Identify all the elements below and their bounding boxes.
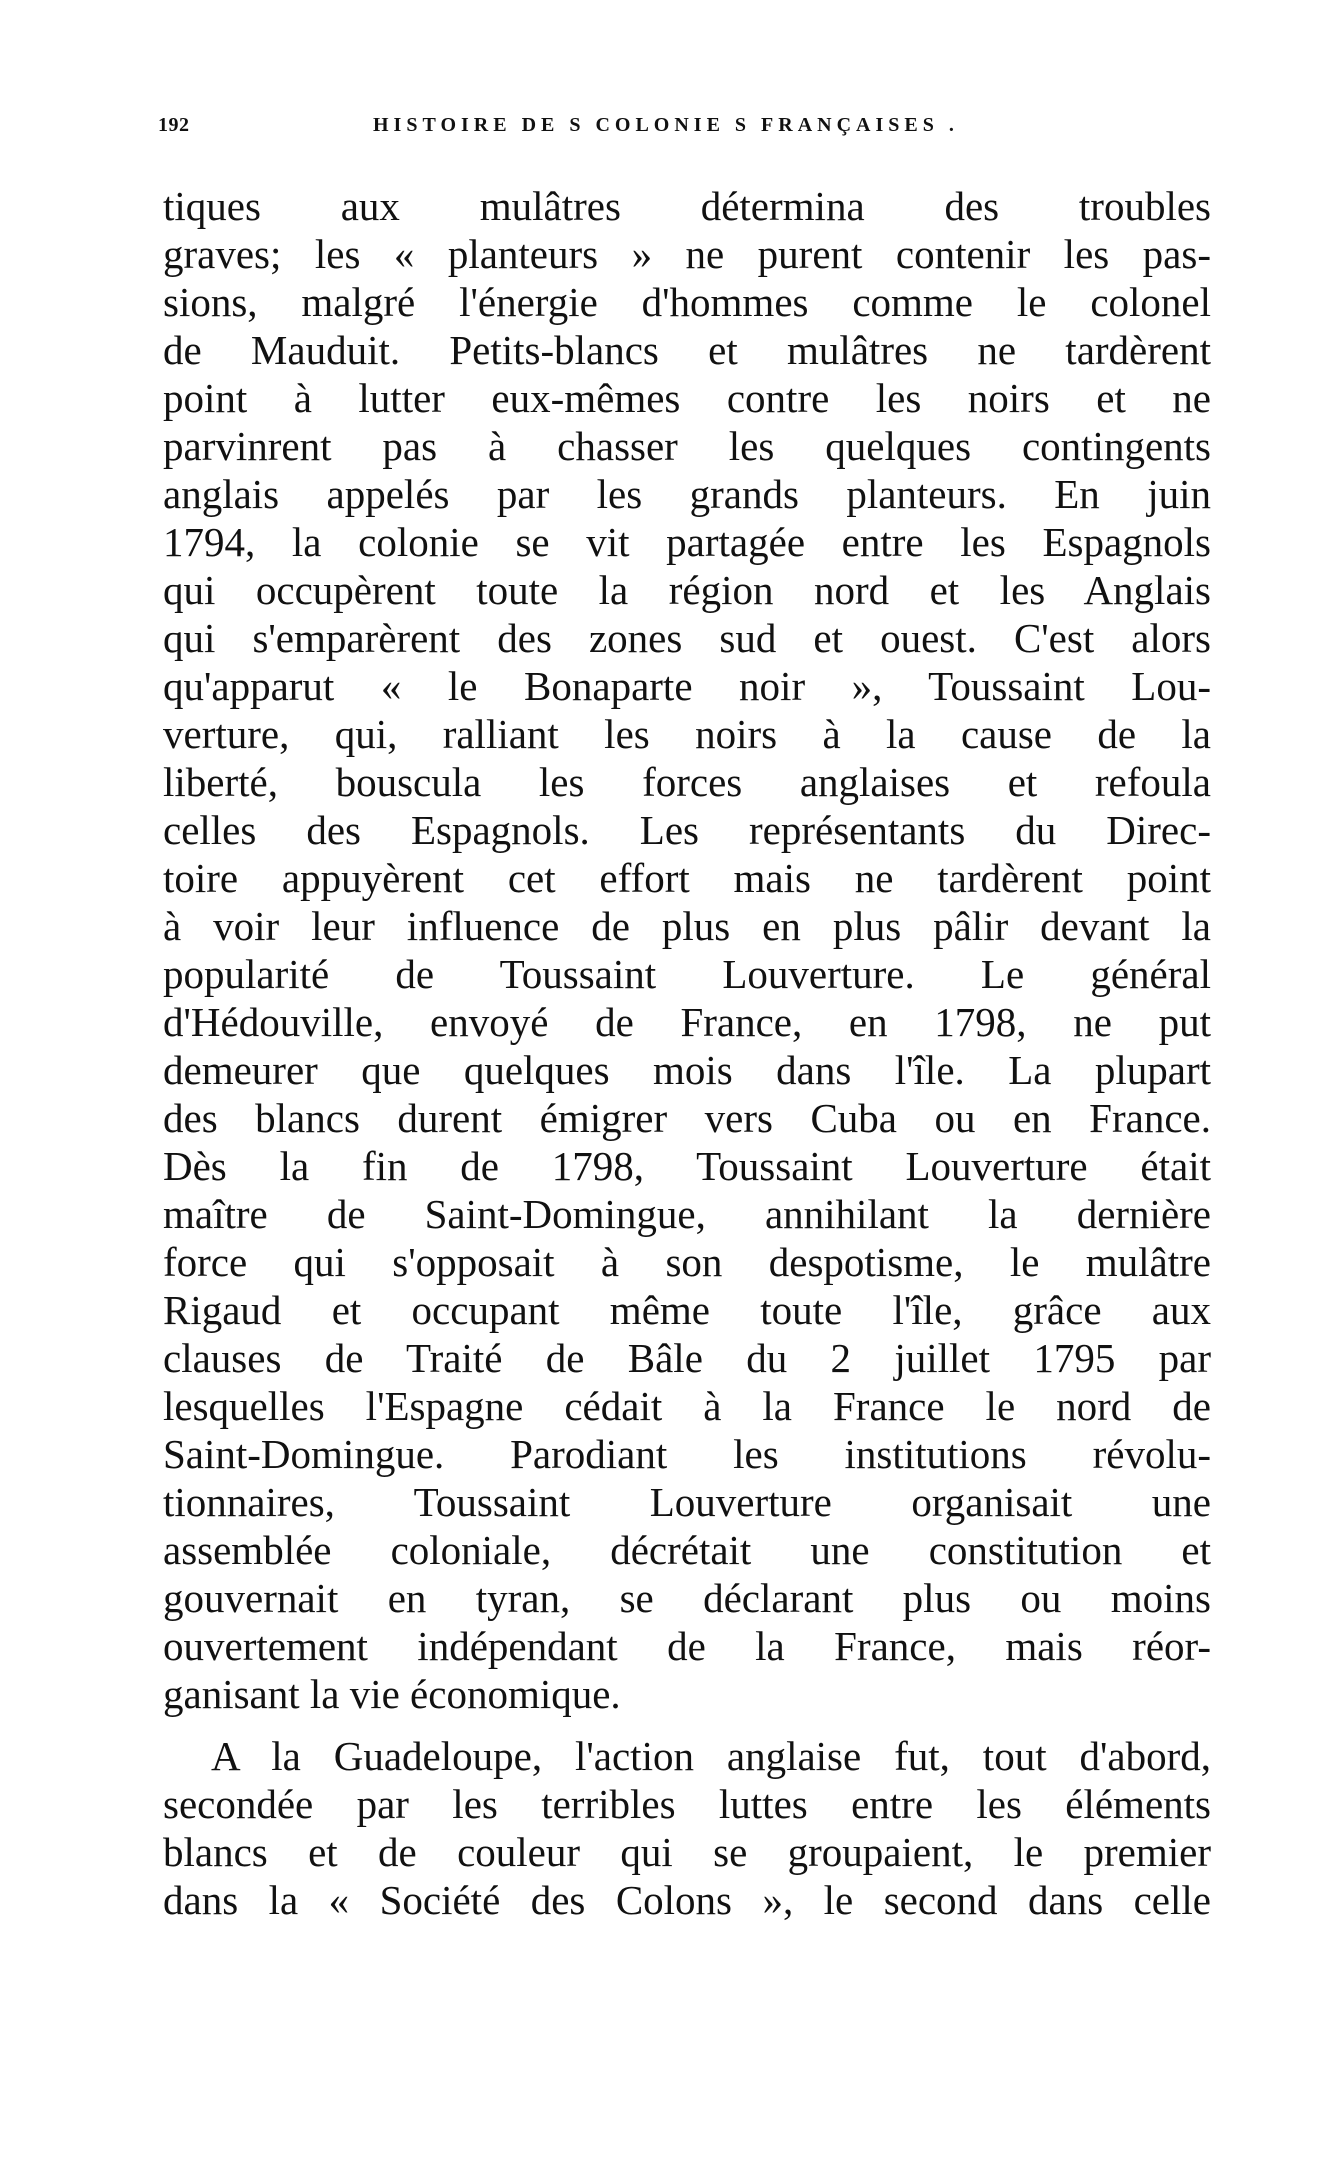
text-line: point à lutter eux-mêmes contre les noirs et ne <box>163 375 1211 421</box>
text-line: assemblée coloniale, décrétait une constitution et <box>163 1527 1211 1573</box>
text-line: secondée par les terribles luttes entre les éléments <box>163 1781 1211 1827</box>
paragraph-1 <box>163 182 1211 1718</box>
text-line: demeurer que quelques mois dans l'île. La plupart <box>163 1047 1211 1093</box>
text-line: d'Hédouville, envoyé de France, en 1798, ne put <box>163 999 1211 1045</box>
paragraph-2 <box>163 1732 1211 1924</box>
page-number: 192 <box>158 114 190 136</box>
text-line: force qui s'opposait à son despotisme, le mulâtre <box>163 1239 1211 1285</box>
text-line: maître de Saint-Domingue, annihilant la dernière <box>163 1191 1211 1237</box>
text-line: ganisant la vie économique. <box>163 1671 621 1717</box>
text-line: de Mauduit. Petits-blancs et mulâtres ne tardèrent <box>163 327 1211 373</box>
text-line: qu'apparut « le Bonaparte noir », Toussaint Lou- <box>163 663 1211 709</box>
text-line: tionnaires, Toussaint Louverture organisait une <box>163 1479 1211 1525</box>
text-line: tiques aux mulâtres détermina des troubles <box>163 183 1211 229</box>
running-header <box>158 114 1208 144</box>
text-line: Rigaud et occupant même toute l'île, grâce aux <box>163 1287 1211 1333</box>
text-line: des blancs durent émigrer vers Cuba ou en France. <box>163 1095 1211 1141</box>
text-line: gouvernait en tyran, se déclarant plus ou moins <box>163 1575 1211 1621</box>
text-line: Saint-Domingue. Parodiant les institutions révolu- <box>163 1431 1211 1477</box>
text-line: lesquelles l'Espagne cédait à la France le nord de <box>163 1383 1211 1429</box>
text-line: dans la « Société des Colons », le second dans celle <box>163 1877 1211 1923</box>
body-text <box>163 182 1211 1924</box>
text-line: verture, qui, ralliant les noirs à la cause de la <box>163 711 1211 757</box>
text-line: toire appuyèrent cet effort mais ne tardèrent point <box>163 855 1211 901</box>
paragraph-gap <box>163 1718 1211 1732</box>
text-line: popularité de Toussaint Louverture. Le général <box>163 951 1211 997</box>
running-title: HISTOIRE DE S COLONIE S FRANÇAISES . <box>373 114 959 136</box>
text-line: graves; les « planteurs » ne purent contenir les pas- <box>163 231 1211 277</box>
text-line: anglais appelés par les grands planteurs. En juin <box>163 471 1211 517</box>
text-line: celles des Espagnols. Les représentants du Direc- <box>163 807 1211 853</box>
text-line: A la Guadeloupe, l'action anglaise fut, tout d'abord, <box>211 1733 1211 1779</box>
text-line: Dès la fin de 1798, Toussaint Louverture était <box>163 1143 1211 1189</box>
text-line: à voir leur influence de plus en plus pâlir devant la <box>163 903 1211 949</box>
text-line: clauses de Traité de Bâle du 2 juillet 1795 par <box>163 1335 1211 1381</box>
text-line: 1794, la colonie se vit partagée entre les Espagnols <box>163 519 1211 565</box>
text-line: parvinrent pas à chasser les quelques contingents <box>163 423 1211 469</box>
text-line: qui occupèrent toute la région nord et les Anglais <box>163 567 1211 613</box>
text-line: blancs et de couleur qui se groupaient, le premier <box>163 1829 1211 1875</box>
text-line: ouvertement indépendant de la France, mais réor- <box>163 1623 1211 1669</box>
text-line: sions, malgré l'énergie d'hommes comme le colonel <box>163 279 1211 325</box>
text-line: liberté, bouscula les forces anglaises et refoula <box>163 759 1211 805</box>
text-line: qui s'emparèrent des zones sud et ouest. C'est alors <box>163 615 1211 661</box>
